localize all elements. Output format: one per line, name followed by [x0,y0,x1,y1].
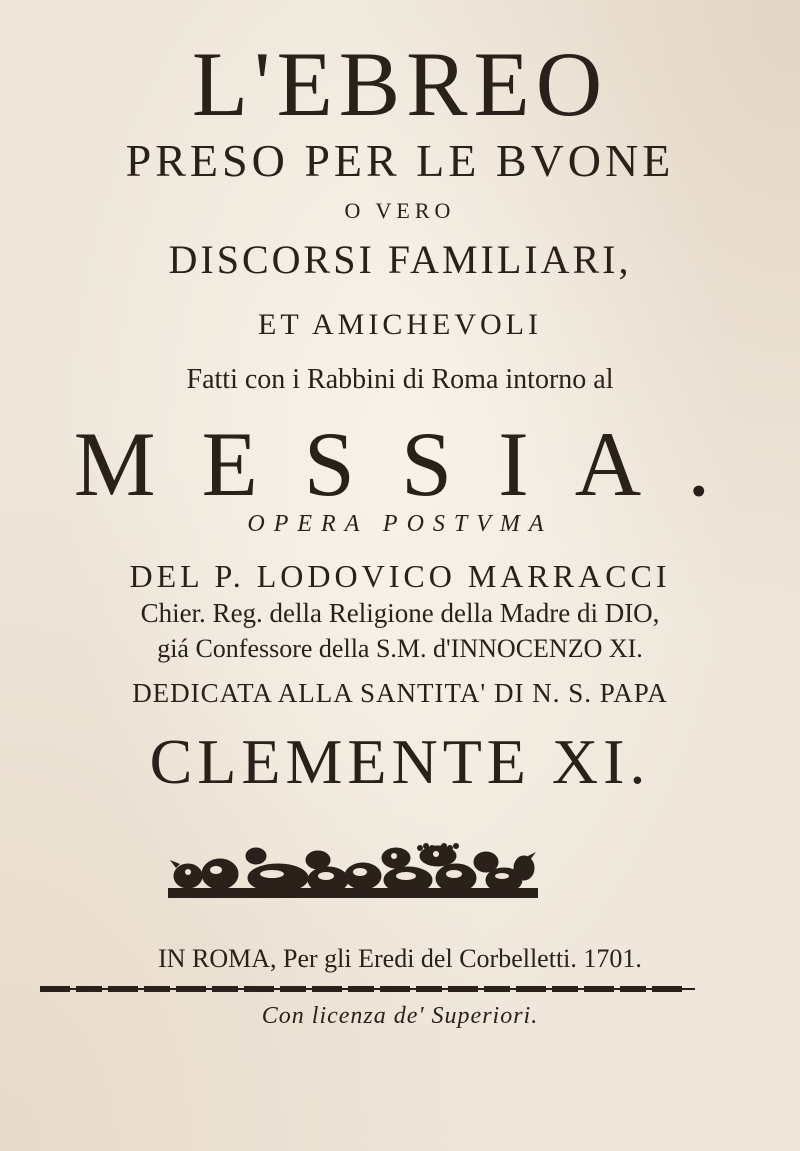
o-vero-line: O VERO [344,198,456,223]
work-type: OPERA POSTVMA [247,511,553,537]
imprint-line: IN ROMA, Per gli Eredi del Corbelletti. 1701. [158,944,642,973]
author-line: DEL P. LODOVICO MARRACCI [129,558,671,594]
dedicatee-name: CLEMENTE XI. [149,726,651,797]
subtitle-line-4: Fatti con i Rabbini di Roma intorno al [186,364,614,395]
subtitle-line-3: ET AMICHEVOLI [258,308,542,341]
fruit-basket-woodcut-icon [168,838,538,910]
book-title: L'EBREO [191,33,609,135]
dashed-rule-divider [40,986,695,994]
dedication-line: DEDICATA ALLA SANTITA' DI N. S. PAPA [132,678,668,708]
author-role-line-2: giá Confessore della S.M. d'INNOCENZO XI. [157,634,643,663]
subtitle-line-1: PRESO PER LE BVONE [125,135,675,186]
license-line: Con licenza de' Superiori. [261,1003,539,1029]
author-role-line-1: Chier. Reg. della Religione della Madre di DIO, [140,598,660,628]
subject-heading: MESSIA. [73,413,757,515]
subtitle-line-2: DISCORSI FAMILIARI, [168,237,632,282]
